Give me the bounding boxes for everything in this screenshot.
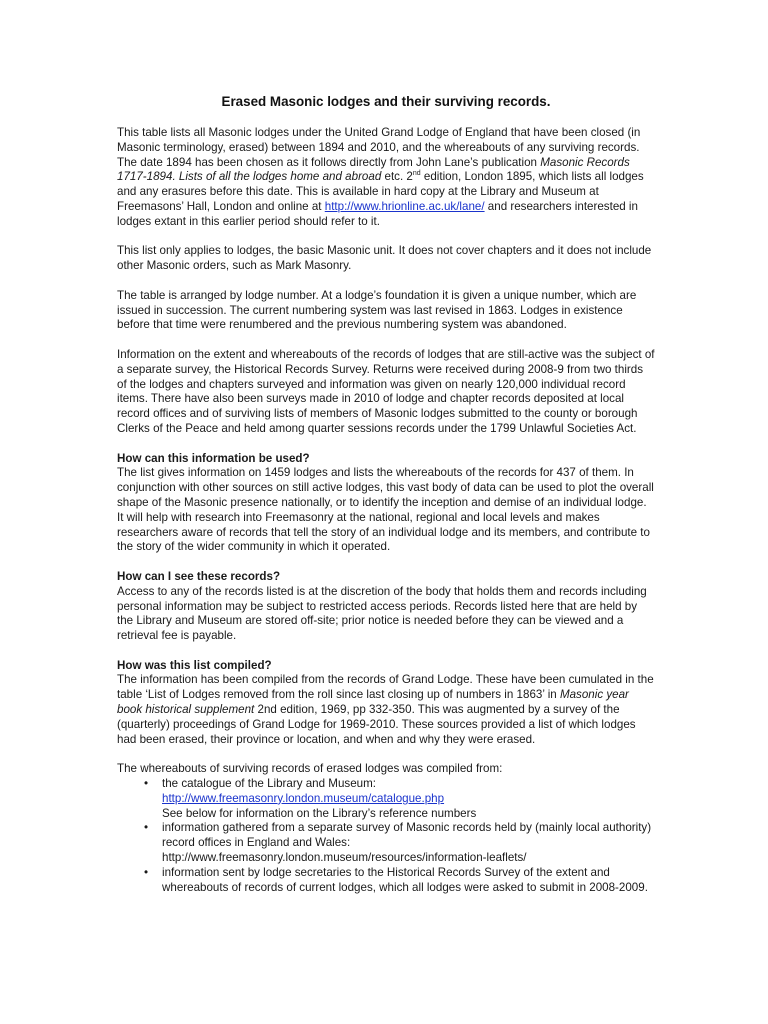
document-body [117, 94, 655, 895]
bullet-icon: • [144, 821, 149, 835]
intro-paragraph-4: Information on the extent and whereabouts of the records of lodges that are still-active was the subject of a separate survey, the Historical Records Survey. Returns were received during 2008-9 from two thirds of the lodges and chapters surveyed and information was given on nearly 120,000 individual record items. There have also been surveys made in 2010 of lodge and chapter records deposited at local record offices and of surviving lists of members of Masonic lodges submitted to the county or borough Clerks of the Peace and held among quarter sessions records under the 1799 Unlawful Societies Act. [117, 347, 655, 435]
intro-paragraph-3: The table is arranged by lodge number. At a lodge’s foundation it is given a unique number, which are issued in succession. The current numbering system was last revised in 1863. Lodges in existence before that time were renumbered and the previous numbering system was abandoned. [117, 288, 637, 332]
bullet-icon: • [144, 777, 149, 791]
bullet-icon: • [144, 865, 149, 879]
section-heading-used: How can this information be used? [117, 451, 310, 465]
section-body-used: The list gives information on 1459 lodges and lists the whereabouts of the records for 437 of them. In conjunction with other sources on still active lodges, this vast body of data can be used to plot the overall shape of the Masonic presence nationally, or to identify the inception and demise of an individual lodge. It will help with research into Freemasonry at the national, regional and local levels and makes researchers aware of records that tell the story of an individual lodge and its members, and contribute to the story of the wider community in which it operated. [117, 466, 654, 554]
list-item: • the catalogue of the Library and Museum: http://www.freemasonry.london.museum/catalogue.php See below for information on the Library’s reference numbers [144, 777, 477, 820]
sources-intro: The whereabouts of surviving records of erased lodges was compiled from: [117, 762, 503, 776]
section-heading-see: How can I see these records? [117, 569, 281, 583]
section-body-see: Access to any of the records listed is at the discretion of the body that holds them and records including personal information may be subject to restricted access periods. Records listed here that are held by the Library and Museum are stored off-site; prior notice is needed before they can be viewed and a retrieval fee is payable. [117, 584, 647, 643]
section-body-compiled: The information has been compiled from the records of Grand Lodge. These have been cumulated in the table ‘List of Lodges removed from the roll since last closing up of numbers in 1863’ in Masonic year book historical supplement 2nd edition, 1969, pp 332-350. This was augmented by a survey of the (quarterly) proceedings of Grand Lodge for 1969-2010. These sources provided a list of which lodges had been erased, their province or location, and when and why they were erased. [117, 673, 654, 746]
list-item: • information sent by lodge secretaries to the Historical Records Survey of the extent and whereabouts of records of current lodges, which all lodges were asked to submit in 2008-2009. [144, 865, 648, 894]
intro-paragraph-1: This table lists all Masonic lodges under the United Grand Lodge of England that have been closed (in Masonic terminology, erased) between 1894 and 2010, and the whereabouts of any surviving records. The date 1894 has been chosen as it follows directly from John Lane’s publication Masonic Records 1717-1894. Lists of all the lodges home and abroad etc. 2nd edition, London 1895, which lists all lodges and any erasures before this date. This is available in hard copy at the Library and Museum at Freemasons’ Hall, London and online at http://www.hrionline.ac.uk/lane/ and researchers interested in lodges extant in this earlier period should refer to it. [117, 126, 644, 228]
lane-records-link[interactable]: http://www.hrionline.ac.uk/lane/ [324, 199, 485, 213]
section-heading-compiled: How was this list compiled? [117, 658, 272, 672]
catalogue-link[interactable]: http://www.freemasonry.london.museum/catalogue.php [162, 791, 445, 805]
sources-list [117, 777, 655, 895]
intro-paragraph-2: This list only applies to lodges, the basic Masonic unit. It does not cover chapters and it does not include other Masonic orders, such as Mark Masonry. [117, 244, 652, 273]
leaflets-url: http://www.freemasonry.london.museum/resources/information-leaflets/ [162, 851, 527, 865]
page-title: Erased Masonic lodges and their surviving records. [221, 94, 551, 109]
list-item: • information gathered from a separate survey of Masonic records held by (mainly local authority) record offices in England and Wales: http://www.freemasonry.london.museum/resources/information-leaflets/ [144, 821, 652, 865]
